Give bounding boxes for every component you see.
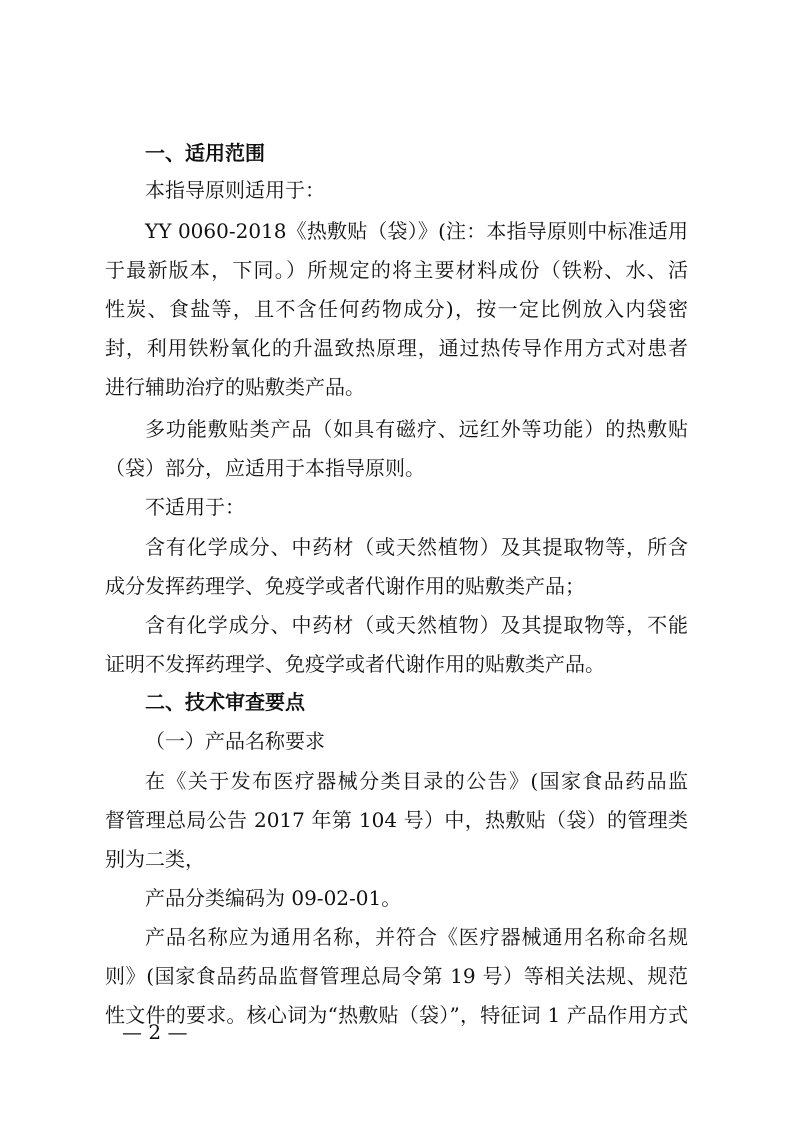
paragraph-line: 成分发挥药理学、免疫学或者代谢作用的贴敷类产品； xyxy=(105,574,585,598)
paragraph-line: YY 0060-2018《热敷贴（袋）》(注：本指导原则中标准适用 xyxy=(145,219,688,243)
paragraph-line: 在《关于发布医疗器械分类目录的公告》(国家食品药品监 xyxy=(145,769,688,793)
not-applicable-label: 不适用于： xyxy=(145,495,245,519)
paragraph-line: 督管理总局公告 2017 年第 104 号）中，热敷贴（袋）的管理类 xyxy=(105,808,688,832)
section-2-subheading: （一）产品名称要求 xyxy=(145,729,325,753)
paragraph-line: （袋）部分，应适用于本指导原则。 xyxy=(105,456,425,480)
paragraph-line: 多功能敷贴类产品（如具有磁疗、远红外等功能）的热敷贴 xyxy=(145,417,688,441)
paragraph-line: 含有化学成分、中药材（或天然植物）及其提取物等，所含 xyxy=(145,535,688,559)
paragraph-line: 性文件的要求。核心词为“热敷贴（袋）”，特征词 1 产品作用方式 xyxy=(105,1003,688,1027)
page-number: — 2 — xyxy=(122,1020,188,1044)
section-1-intro: 本指导原则适用于： xyxy=(145,178,325,202)
paragraph-line: 产品名称应为通用名称，并符合《医疗器械通用名称命名规 xyxy=(145,925,688,949)
paragraph-line: 于最新版本，下同。）所规定的将主要材料成份（铁粉、水、活 xyxy=(105,258,688,282)
paragraph-line: 证明不发挥药理学、免疫学或者代谢作用的贴敷类产品。 xyxy=(105,652,605,676)
paragraph-line: 性炭、食盐等，且不含任何药物成分)，按一定比例放入内袋密 xyxy=(105,297,688,321)
paragraph-line: 则》(国家食品药品监督管理总局令第 19 号）等相关法规、规范 xyxy=(105,964,688,988)
paragraph-line: 含有化学成分、中药材（或天然植物）及其提取物等，不能 xyxy=(145,613,688,637)
paragraph-line: 封，利用铁粉氧化的升温致热原理，通过热传导作用方式对患者 xyxy=(105,336,688,360)
section-1-heading: 一、适用范围 xyxy=(145,141,265,165)
paragraph-line: 别为二类， xyxy=(105,847,205,871)
paragraph-line: 进行辅助治疗的贴敷类产品。 xyxy=(105,375,365,399)
paragraph-line: 产品分类编码为 09-02-01。 xyxy=(145,886,402,910)
section-2-heading: 二、技术审查要点 xyxy=(145,690,305,714)
